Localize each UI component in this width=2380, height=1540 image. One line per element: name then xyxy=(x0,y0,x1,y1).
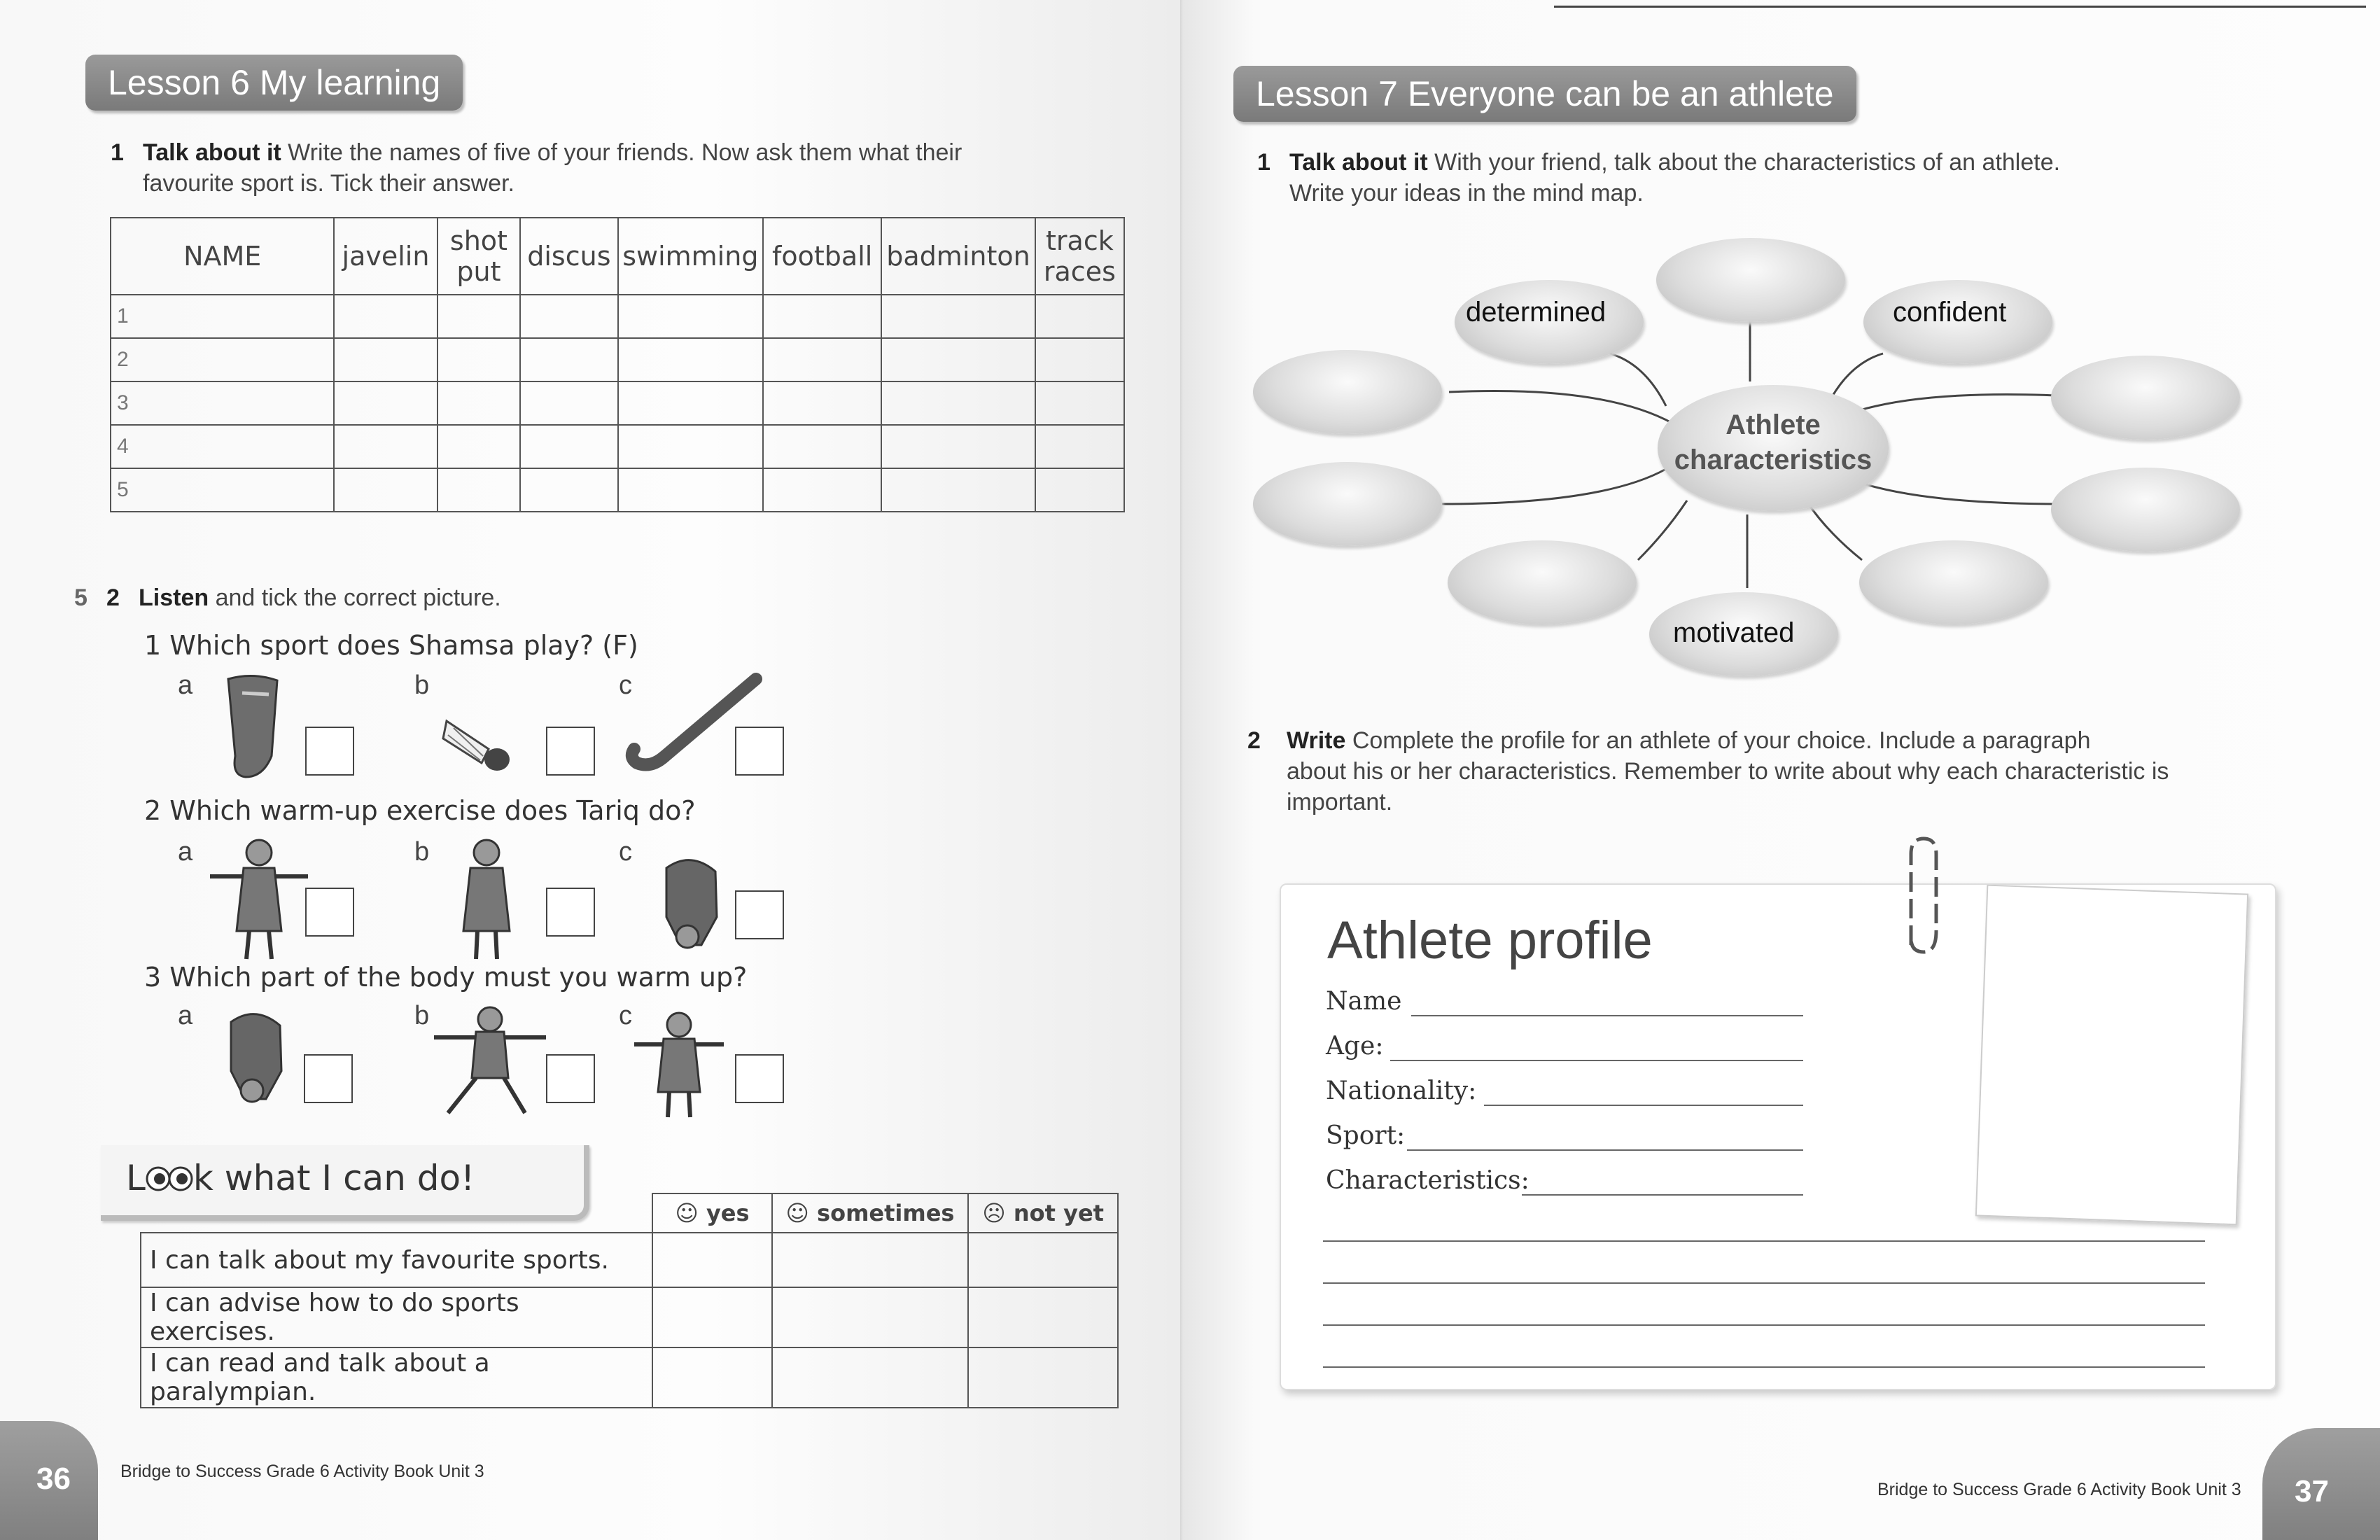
age-label: Age: xyxy=(1326,1032,1384,1060)
col-header: badminton xyxy=(881,218,1035,295)
lunge-figure-icon xyxy=(427,1001,553,1120)
tick-cell[interactable] xyxy=(881,425,1035,468)
tick-cell[interactable] xyxy=(881,382,1035,425)
can-do-statement: I can read and talk about a paralympian. xyxy=(141,1348,652,1408)
sport-line[interactable] xyxy=(1407,1149,1803,1151)
friends-sport-table xyxy=(110,217,1125,512)
instruction-bold: Listen xyxy=(139,584,209,611)
tick-cell[interactable] xyxy=(1035,338,1124,382)
answer-box[interactable] xyxy=(735,890,784,939)
tick-cell[interactable] xyxy=(1035,295,1124,338)
can-do-statement: I can talk about my favourite sports. xyxy=(141,1233,652,1287)
bubble-confident: confident xyxy=(1893,297,2007,328)
look-heading-l: L xyxy=(126,1158,146,1198)
option-a-label: a xyxy=(178,671,193,700)
tick-cell[interactable] xyxy=(334,338,437,382)
tick-cell[interactable] xyxy=(438,295,521,338)
row-number: 2 xyxy=(111,338,334,382)
writing-line[interactable] xyxy=(1323,1324,2205,1326)
tick-cell[interactable] xyxy=(763,338,881,382)
tick-cell[interactable] xyxy=(763,295,881,338)
sport-label: Sport: xyxy=(1326,1121,1406,1150)
arm-circles-figure-icon xyxy=(630,1008,728,1120)
instruction-text: Write the names of five of your friends. Now ask them what their xyxy=(281,139,962,166)
tick-cell[interactable] xyxy=(520,295,617,338)
mind-map-bubble-empty[interactable] xyxy=(1448,540,1637,624)
photo-placeholder[interactable] xyxy=(1975,885,2248,1226)
bend-over-figure-icon xyxy=(217,1008,294,1113)
sometimes-header: ☺ sometimes xyxy=(772,1194,969,1233)
option-b-label: b xyxy=(414,837,430,867)
col-header: NAME xyxy=(111,218,334,295)
instruction-bold: Talk about it xyxy=(1289,149,1428,176)
answer-box[interactable] xyxy=(305,727,354,776)
instruction-text-2: about his or her characteristics. Remember to write about why each characteristic is xyxy=(1287,758,2169,785)
col-header: shot put xyxy=(438,218,521,295)
tick-cell[interactable] xyxy=(618,295,764,338)
tick-cell[interactable] xyxy=(1035,425,1124,468)
exercise-2-instruction xyxy=(74,582,984,613)
option-c-label: c xyxy=(619,837,632,867)
footer-text: Bridge to Success Grade 6 Activity Book Unit 3 xyxy=(1877,1480,2241,1499)
exercise-number: 2 xyxy=(1247,727,1261,754)
mind-map-bubble-empty[interactable] xyxy=(2051,468,2240,552)
option-b-label: b xyxy=(414,671,430,700)
self-assessment-table xyxy=(140,1193,1119,1408)
center-label-line1: Athlete xyxy=(1726,410,1821,440)
tick-cell[interactable] xyxy=(618,425,764,468)
lesson-title: Lesson 6 My learning xyxy=(108,63,441,102)
right-page xyxy=(1183,0,2380,1540)
mind-map-bubble-empty[interactable] xyxy=(2051,356,2240,440)
tick-cell[interactable] xyxy=(334,425,437,468)
col-header: discus xyxy=(520,218,617,295)
writing-line[interactable] xyxy=(1323,1282,2205,1284)
tick-cell[interactable] xyxy=(881,468,1035,512)
tick-cell[interactable] xyxy=(772,1233,969,1287)
center-label xyxy=(1658,407,1889,477)
instruction-text: With your friend, talk about the characteristics of an athlete. xyxy=(1427,149,2061,176)
mind-map-bubble-empty[interactable] xyxy=(1253,350,1442,434)
option-c-label: c xyxy=(619,1001,632,1030)
question-2: 2 Which warm-up exercise does Tariq do? xyxy=(144,795,696,826)
question-3: 3 Which part of the body must you warm up? xyxy=(144,962,748,993)
tick-cell[interactable] xyxy=(652,1287,771,1348)
yes-header: ☺ yes xyxy=(652,1194,771,1233)
tick-cell[interactable] xyxy=(881,338,1035,382)
tick-cell[interactable] xyxy=(520,338,617,382)
tick-cell[interactable] xyxy=(334,468,437,512)
tick-cell[interactable] xyxy=(520,425,617,468)
profile-title: Athlete profile xyxy=(1327,911,1653,970)
tick-cell[interactable] xyxy=(652,1233,771,1287)
not-yet-header: ☹ not yet xyxy=(968,1194,1118,1233)
bubble-motivated: motivated xyxy=(1673,617,1795,648)
option-a-label: a xyxy=(178,1001,193,1030)
name-line[interactable] xyxy=(1411,1015,1803,1016)
tick-cell[interactable] xyxy=(618,468,764,512)
bend-over-figure-icon xyxy=(652,854,729,959)
tick-cell[interactable] xyxy=(334,382,437,425)
look-heading-rest: k what I can do! xyxy=(192,1158,475,1198)
tick-cell[interactable] xyxy=(763,468,881,512)
instruction-text: Complete the profile for an athlete of your choice. Include a paragraph xyxy=(1345,727,2091,754)
tick-cell[interactable] xyxy=(772,1287,969,1348)
exercise-number: 1 xyxy=(111,139,124,166)
col-header: swimming xyxy=(618,218,764,295)
mind-map-connectors xyxy=(1183,0,2380,672)
nationality-line[interactable] xyxy=(1484,1105,1803,1106)
tick-cell[interactable] xyxy=(1035,382,1124,425)
row-number: 4 xyxy=(111,425,334,468)
option-c-label: c xyxy=(619,671,632,700)
instruction-bold: Write xyxy=(1287,727,1346,754)
shin-guard-icon xyxy=(214,672,291,784)
tick-cell[interactable] xyxy=(1035,468,1124,512)
tick-cell[interactable] xyxy=(881,295,1035,338)
tick-cell[interactable] xyxy=(438,338,521,382)
option-b-label: b xyxy=(414,1001,430,1030)
tick-cell[interactable] xyxy=(520,382,617,425)
tick-cell[interactable] xyxy=(520,468,617,512)
center-label-line2: characteristics xyxy=(1674,444,1872,475)
shuttlecock-icon xyxy=(440,707,524,777)
tick-cell[interactable] xyxy=(763,382,881,425)
writing-line[interactable] xyxy=(1323,1240,2205,1242)
row-number: 1 xyxy=(111,295,334,338)
instruction-text-2: Write your ideas in the mind map. xyxy=(1289,180,1644,206)
can-do-statement: I can advise how to do sports exercises. xyxy=(141,1287,652,1348)
instruction-bold: Talk about it xyxy=(143,139,281,166)
tick-cell[interactable] xyxy=(438,468,521,512)
age-line[interactable] xyxy=(1390,1060,1803,1061)
answer-box[interactable] xyxy=(304,1054,353,1103)
instruction-text-2: favourite sport is. Tick their answer. xyxy=(143,170,514,197)
question-1: 1 Which sport does Shamsa play? (F) xyxy=(144,630,638,661)
tick-cell[interactable] xyxy=(334,295,437,338)
footer-text: Bridge to Success Grade 6 Activity Book Unit 3 xyxy=(120,1462,484,1481)
exercise-2-instruction xyxy=(1247,725,2353,818)
exercise-1-instruction xyxy=(111,137,1091,199)
col-header: football xyxy=(763,218,881,295)
tick-cell[interactable] xyxy=(438,382,521,425)
answer-box[interactable] xyxy=(735,1054,784,1103)
exercise-number: 2 xyxy=(106,584,120,611)
mind-map-bubble-empty[interactable] xyxy=(1656,238,1845,322)
lesson-title: Lesson 7 Everyone can be an athlete xyxy=(1256,74,1834,113)
answer-box[interactable] xyxy=(735,727,784,776)
tick-cell[interactable] xyxy=(652,1348,771,1408)
option-a-label: a xyxy=(178,837,193,867)
tick-cell[interactable] xyxy=(763,425,881,468)
page-number-badge xyxy=(2262,1428,2380,1540)
head-turn-figure-icon xyxy=(448,833,525,966)
characteristics-label: Characteristics: xyxy=(1326,1166,1530,1195)
bubble-determined: determined xyxy=(1466,297,1606,328)
tick-cell[interactable] xyxy=(618,338,764,382)
answer-box[interactable] xyxy=(546,888,595,937)
col-header: track races xyxy=(1035,218,1124,295)
row-number: 5 xyxy=(111,468,334,512)
characteristics-line[interactable] xyxy=(1522,1194,1803,1196)
page-number-badge xyxy=(0,1421,98,1540)
mind-map-bubble-empty[interactable] xyxy=(1859,540,2048,624)
tick-cell[interactable] xyxy=(968,1348,1118,1408)
tick-cell[interactable] xyxy=(772,1348,969,1408)
audio-track-number: 5 xyxy=(74,584,88,611)
tick-cell[interactable] xyxy=(438,425,521,468)
paper-clip-icon xyxy=(1897,833,1946,959)
tick-cell[interactable] xyxy=(618,382,764,425)
row-number: 3 xyxy=(111,382,334,425)
page-number: 37 xyxy=(2295,1474,2329,1508)
exercise-number: 1 xyxy=(1257,149,1270,176)
nationality-label: Nationality: xyxy=(1326,1077,1477,1105)
answer-box[interactable] xyxy=(546,727,595,776)
page-number: 36 xyxy=(36,1462,71,1496)
instruction-text-3: important. xyxy=(1287,789,1393,816)
answer-box[interactable] xyxy=(305,888,354,937)
col-header: javelin xyxy=(334,218,437,295)
arms-out-stretch-figure-icon xyxy=(203,833,315,966)
tick-cell[interactable] xyxy=(968,1287,1118,1348)
left-page xyxy=(0,0,1183,1540)
answer-box[interactable] xyxy=(546,1054,595,1103)
name-label: Name xyxy=(1326,987,1402,1016)
writing-line[interactable] xyxy=(1323,1366,2205,1368)
instruction-text: and tick the correct picture. xyxy=(209,584,501,611)
mind-map-bubble-empty[interactable] xyxy=(1253,462,1442,546)
tick-cell[interactable] xyxy=(968,1233,1118,1287)
lesson-6-banner xyxy=(85,55,463,111)
